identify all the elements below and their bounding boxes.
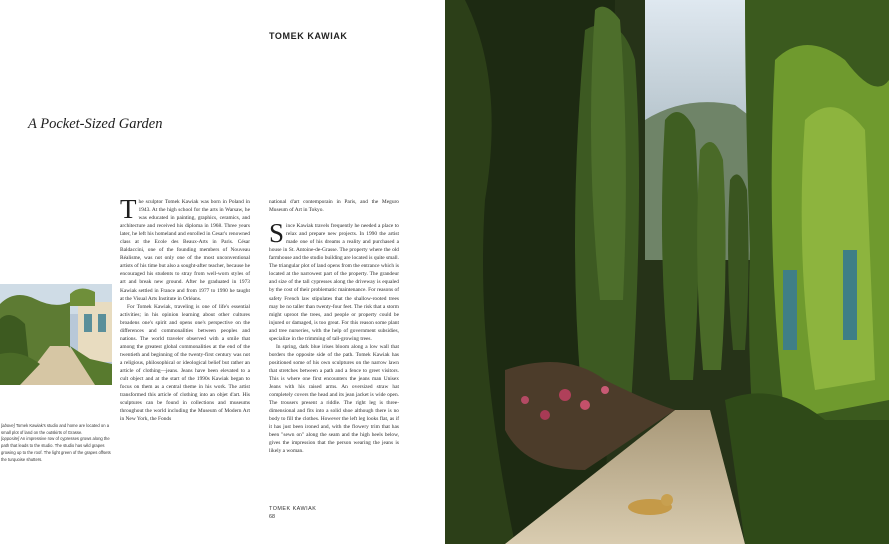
photo-caption	[1, 423, 116, 463]
cypress-path-photo	[445, 0, 889, 544]
paragraph: For Tomek Kawiak, traveling is one of life's essential activities; in his opinion learning about other cultures broadens one's spirit and opens one's perspective on the differences and commonalities between peoples and nations. The world traveler observed with a smile that among the greatest global commonalities at the end of the twentieth and beginning of the twenty-first century was not a religious, philosophical or ideological belief but rather an article of clothing—jeans. Jeans have been elevated to a cult object and at the start of the 1990s Kawiak began to focus on them as a central theme in his work. The artist transformed this article of clothing into an objet d'art. His sculptures can be found in collections and museums throughout the world including the Museum of Modern Art in New York, the Fonds	[120, 303, 250, 423]
paragraph: The sculptor Tomek Kawiak was born in Poland in 1943. At the high school for the arts in Warsaw, he was educated in painting, graphics, ceramics, and architecture and received his diploma in 1968. Three years later, he left his homeland and enrolled in Cesar's renowned class at the Ecole des Beaux-Arts in Paris. César Baldaccini, one of the founding members of Nouveau Réalisme, was not only one of the most unconventional artists of his time but also a sought-after teacher, because he encouraged his students to stray from well-worn styles of art and break new ground. After he graduated in 1973 Kawiak settled in France and from 1977 to 1990 he taught at the Visual Arts Institute in Orléans.	[120, 194, 250, 302]
drop-cap: T	[120, 194, 137, 224]
paragraph: In spring, dark blue irises bloom along a low wall that borders the opposite side of the path. Tomek Kawiak has positioned some of his own sculptures on the narrow lawn that stretches between a path and a fence to greet visitors. This is where one first encounters the jeans man Unisex Jeans with his raised arms. An oversized straw hat completely covers the head and its jean jacket is wide open. The trousers present a riddle. The right leg is three-dimensional and fits into a solid shoe although there is no body to fill the clothes. However the left leg looks flat, as if it has just been ironed and, with the flowery trim that has been "sewn on" along the seam and the high heels below, gives the impression that the person wearing the jeans is likely a woman.	[269, 343, 399, 455]
caption-opposite-label: [opposite]	[1, 436, 20, 442]
running-header: TOMEK KAWIAK	[269, 31, 348, 41]
paragraph: Since Kawiak travels frequently he needed a place to relax and prepare new projects. In 1990 the artist made one of his dreams a reality and purchased a house in St. Antoine-de-Grasse. The property where the old farmhouse and the studio building are located is quite small. The triangular plot of land opens from the entrance which is located at the narrowest part of the property. The grandeur and size of the tall cypresses along the driveway is equaled by the cost of their problematic maintenance. For reasons of safety French law stipulates that the shallow-rooted trees may be no taller than twenty-four feet. The risk that a storm might uproot the trees, and people or property could be injured or damaged, is too great. For this reason some plant and tree nurseries, with the help of government subsidies, specialize in the trimming of tall-growing trees.	[269, 218, 399, 342]
studio-photo	[0, 284, 112, 385]
caption-above-text: Tomek Kawiak's studio and home are located on a small plot of land on the outskirts of Grasse.	[1, 423, 110, 435]
paragraph: national d'art contemporain in Paris, and the Meguro Museum of Art in Tokyo.	[269, 199, 399, 214]
text-column-1	[120, 194, 250, 423]
article-title: A Pocket-Sized Garden	[28, 116, 163, 132]
text-column-2	[269, 198, 399, 455]
caption-above-label: [above]	[1, 423, 15, 428]
caption-opposite-text: An impressive row of cypresses grows along the path that leads to the studio. The studio has wild grapes growing up to the roof. The light green of the grapes offsets the turquoise shutters.	[1, 436, 111, 462]
drop-cap: S	[269, 218, 285, 249]
running-footer: TOMEK KAWIAK	[269, 506, 317, 512]
page-number: 68	[269, 514, 275, 520]
